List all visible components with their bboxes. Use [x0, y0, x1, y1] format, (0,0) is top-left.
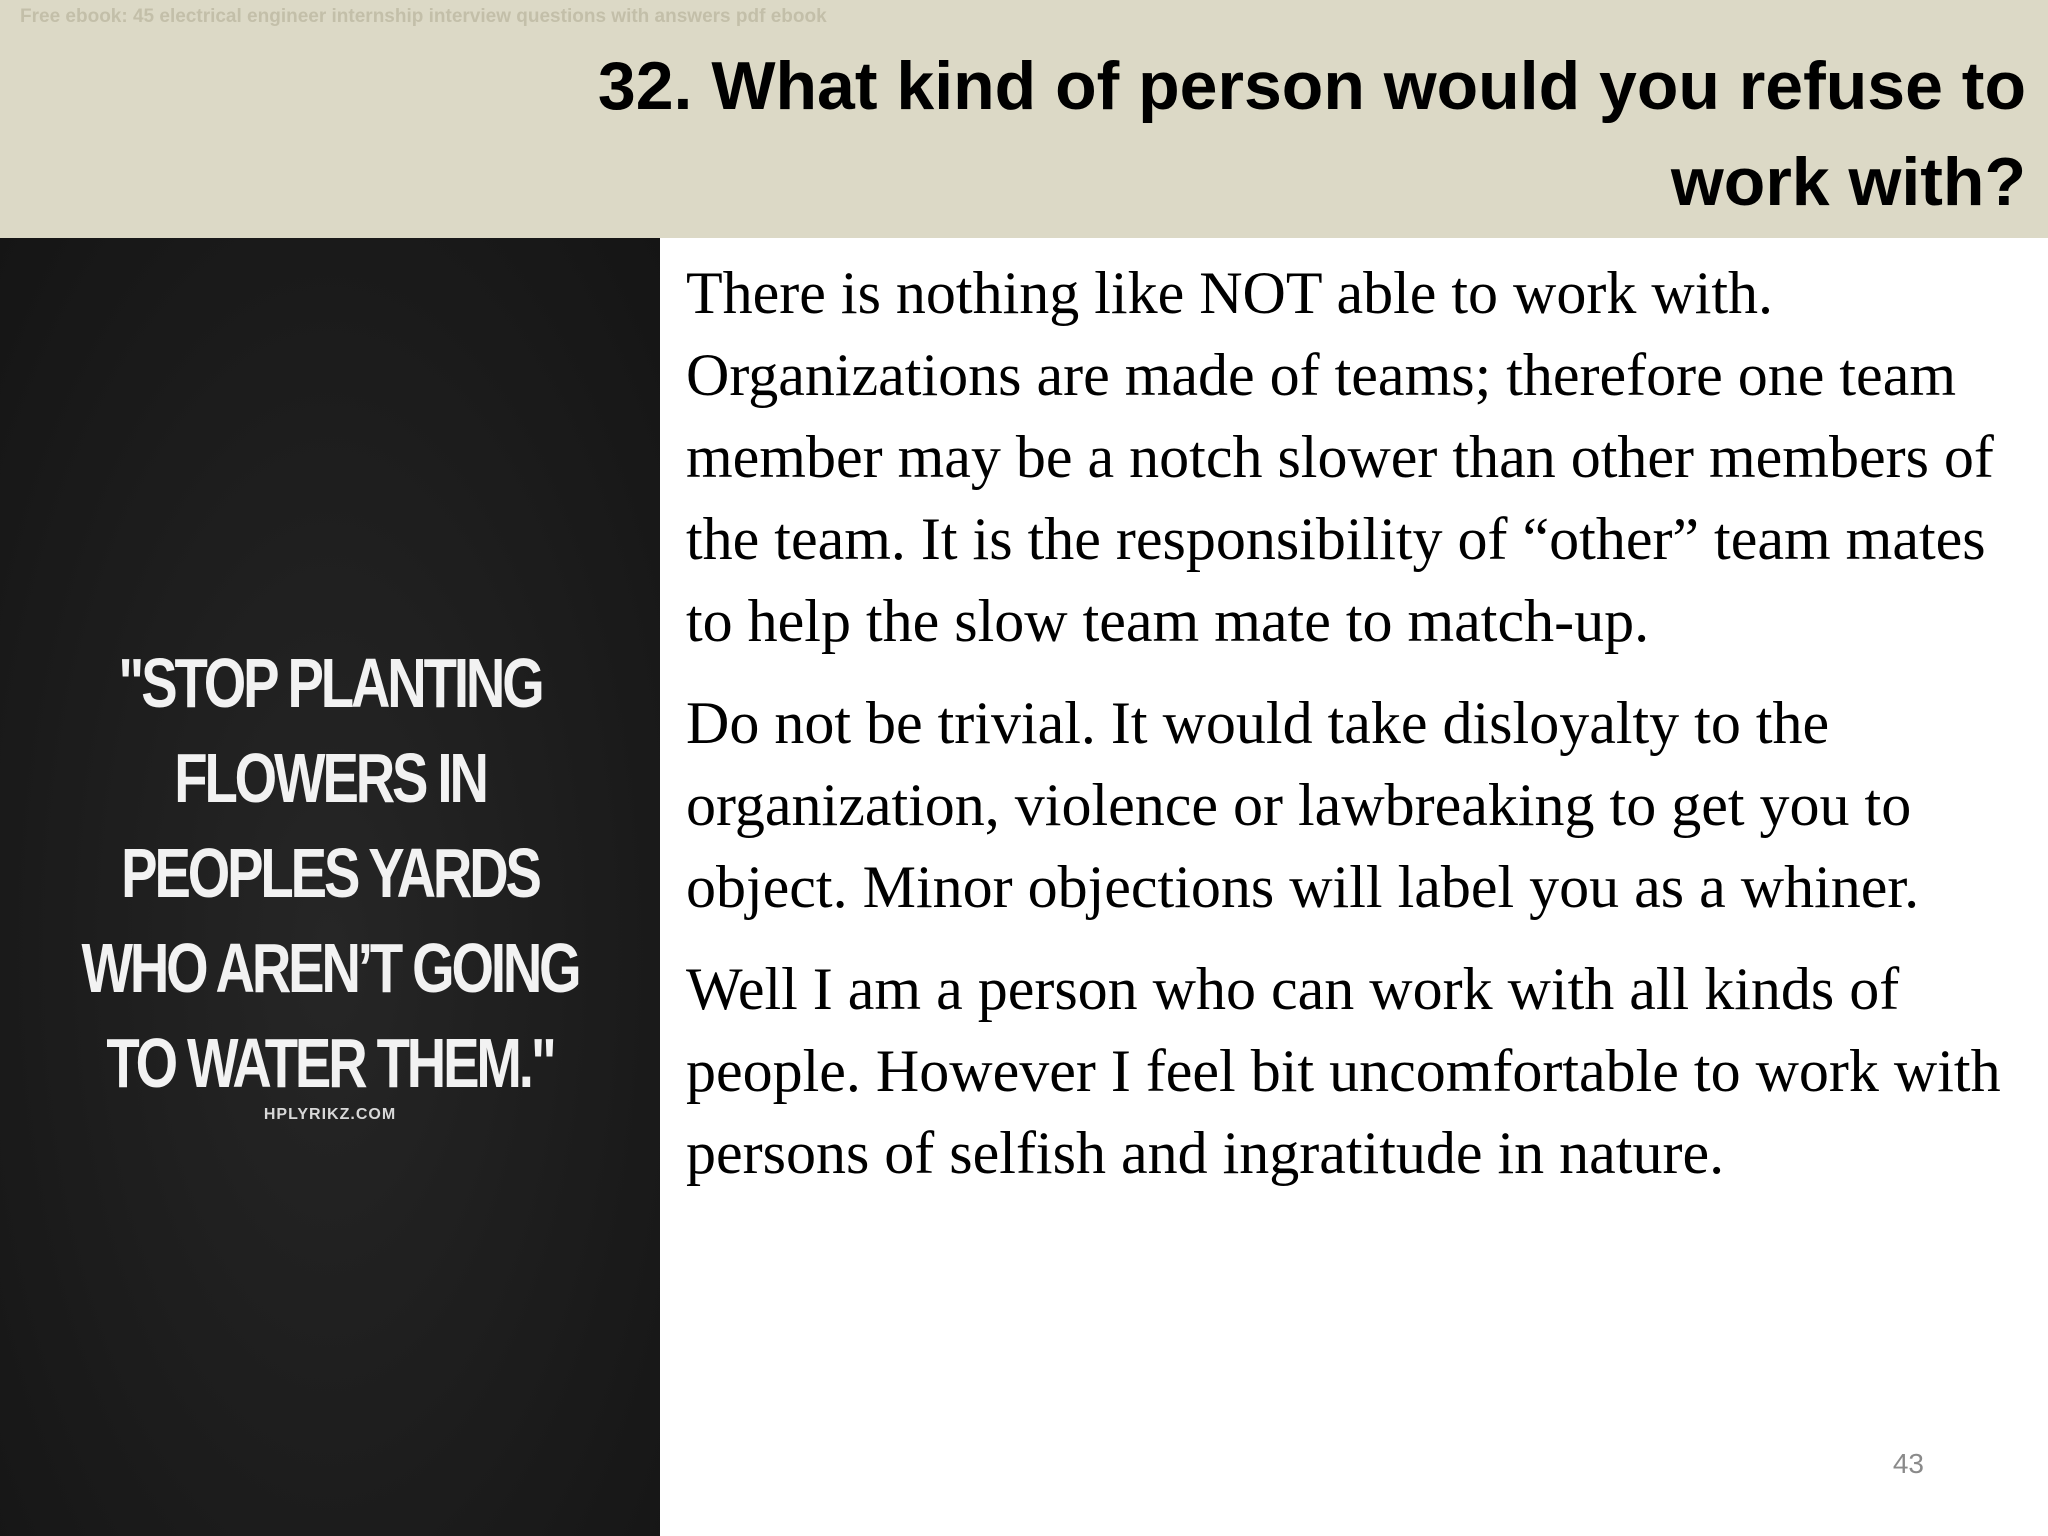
quote-credit: HPLYRIKZ.COM	[263, 1106, 397, 1123]
paragraph-1: There is nothing like NOT able to work with. Organizations are made of teams; therefore one team member may be a notch slower than other members of the team. It is the responsibility of “other” team mates to help the slow team mate to match-up.	[686, 260, 1994, 654]
answer-body	[686, 252, 2031, 1214]
paragraph-2: Do not be trivial. It would take disloyalty to the organization, violence or lawbreaking to get you to object. Minor objections will label you as a whiner.	[686, 690, 1920, 920]
quote-text: "STOP PLANTING FLOWERS IN PEOPLES YARDS WHO AREN’T GOING TO WATER THEM."	[81, 644, 579, 1102]
paragraph-3: Well I am a person who can work with all kinds of people. However I feel bit uncomfortable to work with persons of selfish and ingratitude in nature.	[686, 956, 2001, 1186]
watermark-text: Free ebook: 45 electrical engineer internship interview questions with answers pdf ebook	[20, 6, 827, 27]
page-number: 43	[1892, 1448, 1924, 1479]
slide-title: 32. What kind of person would you refuse to work with?	[597, 48, 2026, 220]
quote-image	[0, 238, 660, 1536]
slide-header	[0, 0, 2048, 238]
